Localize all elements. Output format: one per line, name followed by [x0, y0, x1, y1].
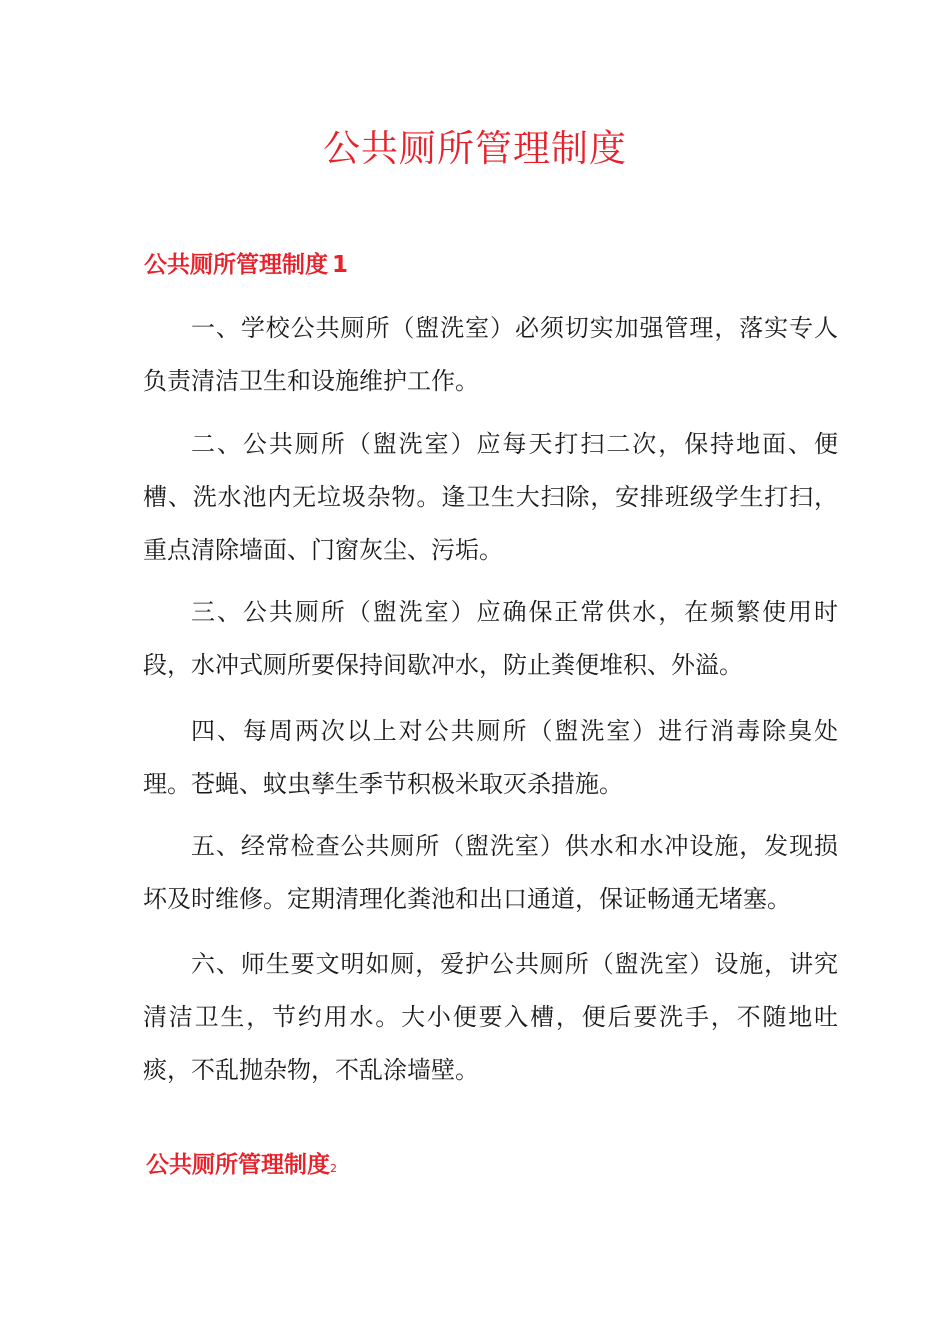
paragraph-1: 一、学校公共厕所（盥洗室）必须切实加强管理，落实专人负责清洁卫生和设施维护工作。 [143, 314, 838, 395]
page-title: 公共厕所管理制度 [323, 127, 627, 170]
section-heading-2 [146, 1149, 337, 1185]
section-heading-number: 2 [330, 1162, 337, 1175]
section-heading-text: 公共厕所管理制度 [144, 252, 328, 278]
paragraph-3: 三、公共厕所（盥洗室）应确保正常供水，在频繁使用时段，水冲式厕所要保持间歇冲水，防止粪便堆积、外溢。 [143, 598, 838, 679]
paragraph-5: 五、经常检查公共厕所（盥洗室）供水和水冲设施，发现损坏及时维修。定期清理化粪池和出口通道，保证畅通无堵塞。 [143, 832, 838, 913]
paragraph-6: 六、师生要文明如厕，爱护公共厕所（盥洗室）设施，讲究清洁卫生，节约用水。大小便要入槽，便后要洗手，不随地吐痰，不乱抛杂物，不乱涂墙壁。 [143, 950, 838, 1084]
section-heading-number: 1 [332, 252, 349, 278]
paragraph-2: 二、公共厕所（盥洗室）应每天打扫二次，保持地面、便槽、洗水池内无垃圾杂物。逢卫生大扫除，安排班级学生打扫，重点清除墙面、门窗灰尘、污垢。 [143, 430, 838, 564]
section-heading-text: 公共厕所管理制度 [146, 1152, 330, 1178]
section-heading-1 [144, 249, 348, 281]
paragraph-4: 四、每周两次以上对公共厕所（盥洗室）进行消毒除臭处理。苍蝇、蚊虫孳生季节积极米取灭杀措施。 [143, 717, 838, 798]
